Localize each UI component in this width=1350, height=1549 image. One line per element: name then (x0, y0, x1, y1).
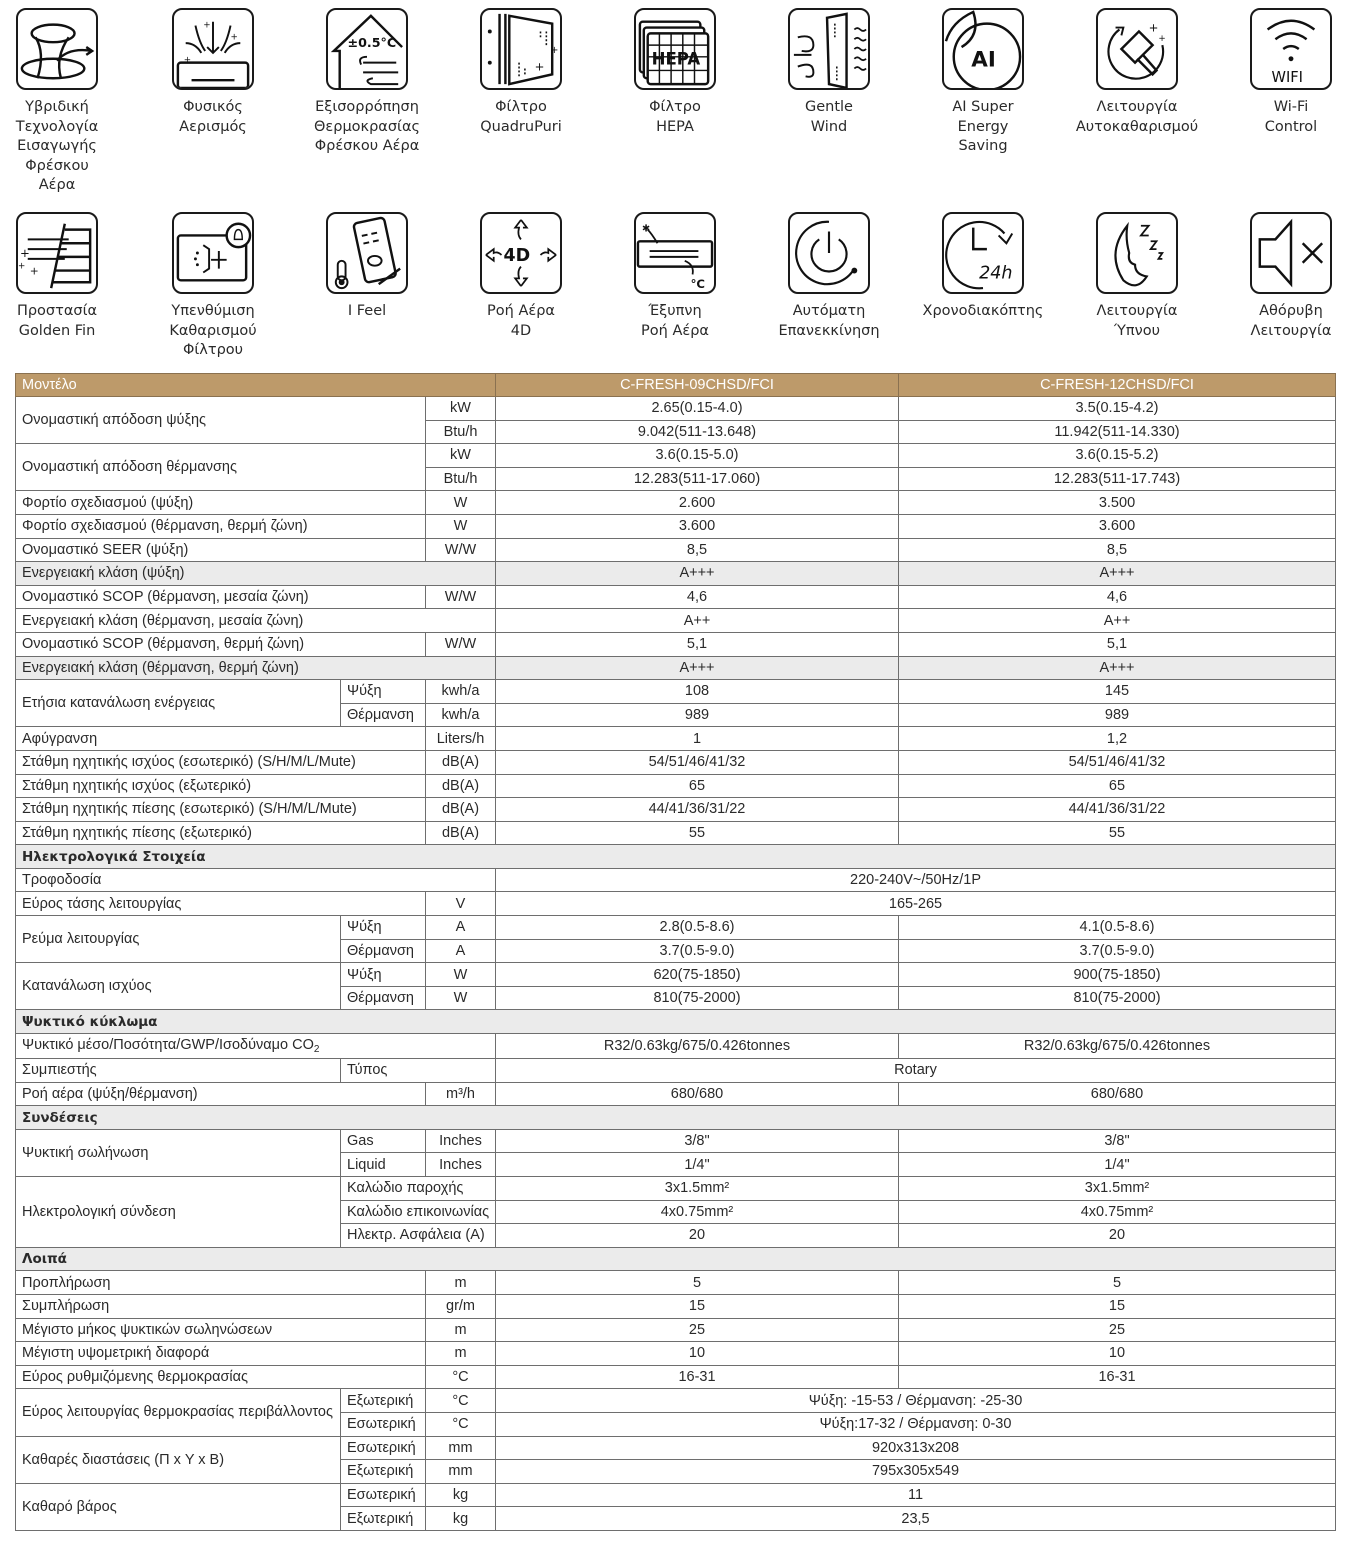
row-unit: Inches (426, 1129, 496, 1153)
value-model-2: 8,5 (899, 538, 1336, 562)
value-model-1: 65 (496, 774, 899, 798)
feature-label: Wi-Fi Control (1264, 99, 1318, 135)
section-title: Ηλεκτρολογικά Στοιχεία (16, 845, 1336, 869)
svg-text:+: + (550, 44, 559, 56)
table-row (16, 868, 1336, 892)
feature-label: AI Super Energy Saving (952, 99, 1014, 154)
row-unit: m³/h (426, 1082, 496, 1106)
feature-smart-airflow (600, 212, 750, 341)
self-clean-icon (1096, 8, 1178, 90)
table-row (16, 1034, 1336, 1059)
row-label: Συμπλήρωση (16, 1294, 426, 1318)
icon-text: 4D (503, 245, 531, 266)
row-unit: m (426, 1271, 496, 1295)
value-model-1: 108 (496, 680, 899, 704)
value-model-1: 3.7(0.5-9.0) (496, 939, 899, 963)
row-label: Στάθμη ηχητικής πίεσης (εξωτερικό) (16, 821, 426, 845)
value-model-2: 900(75-1850) (899, 963, 1336, 987)
row-unit: °C (426, 1365, 496, 1389)
feature-timer (908, 212, 1058, 322)
row-label: Ετήσια κατανάλωση ενέργειας (16, 680, 341, 727)
feature-label: Προστασία Golden Fin (16, 303, 98, 339)
value-model-1: 54/51/46/41/32 (496, 750, 899, 774)
section-header-connections (16, 1106, 1336, 1130)
timer-24h-icon (942, 212, 1024, 294)
value-model-1: 2.600 (496, 491, 899, 515)
gentle-wind-icon (788, 8, 870, 90)
feature-label: Εξισορρόπηση Θερμοκρασίας Φρέσκου Αέρα (313, 99, 421, 154)
table-row (16, 774, 1336, 798)
row-unit: W (426, 963, 496, 987)
value-model-1: 2.8(0.5-8.6) (496, 916, 899, 940)
row-label: Καθαρές διαστάσεις (Π x Υ x Β) (16, 1436, 341, 1483)
row-label: Τροφοδοσία (16, 868, 496, 892)
feature-label: Χρονοδιακόπτης (922, 303, 1044, 319)
row-sub: Τύπος (341, 1059, 496, 1083)
row-sub: Καλώδιο παροχής (341, 1177, 496, 1201)
value-model-1: 5 (496, 1271, 899, 1295)
value-model-2: 15 (899, 1294, 1336, 1318)
table-row (16, 1059, 1336, 1083)
svg-text:+: + (1158, 34, 1166, 45)
value-model-2: A+++ (899, 656, 1336, 680)
svg-text:✱: ✱ (641, 223, 651, 235)
row-unit: kW (426, 444, 496, 468)
auto-restart-power-icon (788, 212, 870, 294)
row-unit: W/W (426, 632, 496, 656)
row-label: Ονομαστική απόδοση ψύξης (16, 397, 426, 444)
table-row (16, 1483, 1336, 1507)
feature-filter-reminder (138, 212, 288, 361)
feature-label: Φίλτρο QuadruPuri (480, 99, 562, 135)
row-sub: Εσωτερική (341, 1483, 426, 1507)
row-unit: W/W (426, 585, 496, 609)
feature-wifi (1216, 8, 1350, 137)
row-label: Στάθμη ηχητικής ισχύος (εσωτερικό) (S/H/M/L/Mute) (16, 750, 426, 774)
value-model-1: A+++ (496, 656, 899, 680)
row-sub: Gas (341, 1129, 426, 1153)
subscript-2: 2 (313, 1044, 320, 1056)
value-model-2: 810(75-2000) (899, 986, 1336, 1010)
section-header-electrical (16, 845, 1336, 869)
value-model-1: 9.042(511-13.648) (496, 420, 899, 444)
value-model-2: 145 (899, 680, 1336, 704)
row-sub: Θέρμανση (341, 939, 426, 963)
feature-hybrid-fresh-air (0, 8, 132, 196)
feature-temperature-balance (292, 8, 442, 157)
value-model-1: 25 (496, 1318, 899, 1342)
icon-text: 24h (979, 263, 1013, 284)
row-label: Προπλήρωση (16, 1271, 426, 1295)
table-row (16, 1365, 1336, 1389)
row-sub: Ηλεκτρ. Ασφάλεια (A) (341, 1224, 496, 1248)
table-row (16, 397, 1336, 421)
value-model-1: 10 (496, 1342, 899, 1366)
svg-text:+: + (230, 32, 238, 43)
table-header-row (16, 374, 1336, 397)
row-unit: dB(A) (426, 821, 496, 845)
icon-text: HEPA (651, 49, 701, 69)
value-model-1: 15 (496, 1294, 899, 1318)
row-unit: W (426, 514, 496, 538)
row-label (16, 1034, 496, 1059)
row-sub: Εσωτερική (341, 1436, 426, 1460)
refrigerant-label: Ψυκτικό μέσο/Ποσότητα/GWP/Ισοδύναμο CO (22, 1037, 314, 1054)
table-row (16, 750, 1336, 774)
value-model-2: A++ (899, 609, 1336, 633)
value-model-1: 5,1 (496, 632, 899, 656)
value-model-2: 4x0.75mm² (899, 1200, 1336, 1224)
row-label: Συμπιεστής (16, 1059, 341, 1083)
value-shared: 23,5 (496, 1507, 1336, 1531)
value-model-2: 3.500 (899, 491, 1336, 515)
value-model-2: 3.600 (899, 514, 1336, 538)
table-row (16, 821, 1336, 845)
value-model-1: 680/680 (496, 1082, 899, 1106)
table-row (16, 1294, 1336, 1318)
value-model-2: 4.1(0.5-8.6) (899, 916, 1336, 940)
row-label: Ψυκτική σωλήνωση (16, 1129, 341, 1176)
section-header-refrigerant (16, 1010, 1336, 1034)
i-feel-remote-icon (326, 212, 408, 294)
value-model-1: 4x0.75mm² (496, 1200, 899, 1224)
svg-text:+: + (203, 20, 211, 31)
feature-hepa-filter (600, 8, 750, 137)
icon-text: °C (690, 277, 706, 292)
row-unit: kwh/a (426, 680, 496, 704)
value-model-1: 3x1.5mm² (496, 1177, 899, 1201)
svg-text:+: + (19, 245, 30, 260)
row-label: Καθαρό βάρος (16, 1483, 341, 1530)
filter-reminder-icon (172, 212, 254, 294)
table-row (16, 798, 1336, 822)
icon-text: AI (971, 47, 996, 73)
header-model-1: C-FRESH-09CHSD/FCI (496, 374, 899, 397)
temperature-balance-icon (326, 8, 408, 90)
value-model-1: 55 (496, 821, 899, 845)
row-unit: dB(A) (426, 774, 496, 798)
feature-label: Ροή Αέρα 4D (487, 303, 555, 339)
table-row (16, 609, 1336, 633)
section-title: Ψυκτικό κύκλωμα (16, 1010, 1336, 1034)
header-model-2: C-FRESH-12CHSD/FCI (899, 374, 1336, 397)
feature-mute (1216, 212, 1350, 341)
feature-gentle-wind (754, 8, 904, 137)
value-model-2: 989 (899, 703, 1336, 727)
row-sub: Εξωτερική (341, 1389, 426, 1413)
value-model-2: 5,1 (899, 632, 1336, 656)
value-model-1: 3.600 (496, 514, 899, 538)
row-unit: kg (426, 1507, 496, 1531)
icon-text: ±0.5°C (347, 35, 397, 51)
row-label: Φορτίο σχεδιασμού (θέρμανση, θερμή ζώνη) (16, 514, 426, 538)
value-model-1: A++ (496, 609, 899, 633)
value-model-2: 20 (899, 1224, 1336, 1248)
value-model-1: 16-31 (496, 1365, 899, 1389)
row-unit: mm (426, 1436, 496, 1460)
table-row (16, 727, 1336, 751)
row-unit: gr/m (426, 1294, 496, 1318)
row-label: Ονομαστικό SCOP (θέρμανση, θερμή ζώνη) (16, 632, 426, 656)
section-header-other (16, 1247, 1336, 1271)
natural-ventilation-icon (172, 8, 254, 90)
value-model-2: 5 (899, 1271, 1336, 1295)
value-model-2: 3.5(0.15-4.2) (899, 397, 1336, 421)
feature-label: Έξυπνη Ροή Αέρα (641, 303, 709, 339)
table-row (16, 1129, 1336, 1153)
row-sub: Εξωτερική (341, 1460, 426, 1484)
feature-golden-fin (0, 212, 132, 341)
table-row (16, 491, 1336, 515)
table-row (16, 562, 1336, 586)
row-unit: A (426, 916, 496, 940)
row-sub: Ψύξη (341, 916, 426, 940)
row-unit: m (426, 1318, 496, 1342)
row-sub: Θέρμανση (341, 986, 426, 1010)
table-row (16, 963, 1336, 987)
feature-label: Αθόρυβη Λειτουργία (1250, 303, 1332, 339)
feature-label: Φίλτρο HEPA (649, 99, 701, 135)
row-label: Στάθμη ηχητικής πίεσης (εσωτερικό) (S/H/M/L/Mute) (16, 798, 426, 822)
value-shared: 220-240V~/50Hz/1P (496, 868, 1336, 892)
row-unit: V (426, 892, 496, 916)
feature-label: Λειτουργία Αυτοκαθαρισμού (1075, 99, 1199, 135)
value-model-1: 810(75-2000) (496, 986, 899, 1010)
feature-i-feel (292, 212, 442, 322)
value-model-2: 11.942(511-14.330) (899, 420, 1336, 444)
value-shared: 795x305x549 (496, 1460, 1336, 1484)
table-row (16, 1318, 1336, 1342)
feature-label: Gentle Wind (805, 99, 853, 135)
table-row (16, 1342, 1336, 1366)
value-model-1: 1/4" (496, 1153, 899, 1177)
row-label: Ονομαστικό SEER (ψύξη) (16, 538, 426, 562)
value-model-1: 620(75-1850) (496, 963, 899, 987)
row-unit: mm (426, 1460, 496, 1484)
value-model-1: 3/8" (496, 1129, 899, 1153)
value-model-2: 25 (899, 1318, 1336, 1342)
row-unit: kwh/a (426, 703, 496, 727)
value-model-2: 680/680 (899, 1082, 1336, 1106)
value-model-1: 1 (496, 727, 899, 751)
row-unit: Btu/h (426, 420, 496, 444)
hepa-filter-icon (634, 8, 716, 90)
feature-auto-restart (754, 212, 904, 341)
row-unit: Inches (426, 1153, 496, 1177)
svg-text:+: + (1148, 20, 1159, 35)
value-model-2: R32/0.63kg/675/0.426tonnes (899, 1034, 1336, 1059)
table-row (16, 1436, 1336, 1460)
row-sub: Ψύξη (341, 680, 426, 704)
table-row (16, 1082, 1336, 1106)
table-row (16, 892, 1336, 916)
value-model-2: 12.283(511-17.743) (899, 467, 1336, 491)
ai-energy-icon (942, 8, 1024, 90)
hybrid-fresh-air-icon (16, 8, 98, 90)
value-model-1: 4,6 (496, 585, 899, 609)
row-sub: Εσωτερική (341, 1412, 426, 1436)
feature-self-clean (1062, 8, 1212, 137)
value-model-1: A+++ (496, 562, 899, 586)
section-title: Λοιπά (16, 1247, 1336, 1271)
value-shared: 165-265 (496, 892, 1336, 916)
table-row (16, 585, 1336, 609)
row-sub: Καλώδιο επικοινωνίας (341, 1200, 496, 1224)
value-shared: Rotary (496, 1059, 1336, 1083)
table-row (16, 1389, 1336, 1413)
value-model-2: 65 (899, 774, 1336, 798)
feature-label: Λειτουργία Ύπνου (1096, 303, 1178, 339)
value-shared: 920x313x208 (496, 1436, 1336, 1460)
sleep-mode-moon-icon (1096, 212, 1178, 294)
value-model-2: 1/4" (899, 1153, 1336, 1177)
row-unit: W (426, 986, 496, 1010)
feature-label: Υπενθύμιση Καθαρισμού Φίλτρου (169, 303, 257, 358)
table-row (16, 916, 1336, 940)
feature-sleep (1062, 212, 1212, 341)
value-model-1: 8,5 (496, 538, 899, 562)
value-model-1: 44/41/36/31/22 (496, 798, 899, 822)
value-model-2: 44/41/36/31/22 (899, 798, 1336, 822)
svg-text:+: + (534, 59, 545, 74)
feature-label: Αυτόματη Επανεκκίνηση (778, 303, 880, 339)
svg-text:+: + (18, 261, 26, 272)
mute-speaker-icon (1250, 212, 1332, 294)
table-row (16, 538, 1336, 562)
row-label: Ονομαστικό SCOP (θέρμανση, μεσαία ζώνη) (16, 585, 426, 609)
value-model-2: 3x1.5mm² (899, 1177, 1336, 1201)
row-sub: Ψύξη (341, 963, 426, 987)
row-label: Εύρος ρυθμιζόμενης θερμοκρασίας (16, 1365, 426, 1389)
row-sub: Θέρμανση (341, 703, 426, 727)
value-model-2: 1,2 (899, 727, 1336, 751)
row-label: Κατανάλωση ισχύος (16, 963, 341, 1010)
row-label: Ηλεκτρολογική σύνδεση (16, 1177, 341, 1248)
value-model-1: 2.65(0.15-4.0) (496, 397, 899, 421)
specifications-table (15, 373, 1336, 1531)
row-label: Ονομαστική απόδοση θέρμανσης (16, 444, 426, 491)
table-row (16, 680, 1336, 704)
value-model-2: 10 (899, 1342, 1336, 1366)
feature-label: Φυσικός Αερισμός (179, 99, 247, 135)
row-label: Στάθμη ηχητικής ισχύος (εξωτερικό) (16, 774, 426, 798)
row-unit: W/W (426, 538, 496, 562)
value-shared: 11 (496, 1483, 1336, 1507)
value-model-1: 12.283(511-17.060) (496, 467, 899, 491)
value-model-2: 3.6(0.15-5.2) (899, 444, 1336, 468)
row-unit: kW (426, 397, 496, 421)
wifi-icon (1250, 8, 1332, 90)
value-model-1: 20 (496, 1224, 899, 1248)
svg-text:+: + (183, 55, 192, 66)
row-label: Ροή αέρα (ψύξη/θέρμανση) (16, 1082, 426, 1106)
quadrupuri-filter-icon (480, 8, 562, 90)
row-label: Μέγιστη υψομετρική διαφορά (16, 1342, 426, 1366)
row-label: Ρεύμα λειτουργίας (16, 916, 341, 963)
value-model-2: A+++ (899, 562, 1336, 586)
feature-airflow-4d (446, 212, 596, 341)
row-label: Μέγιστο μήκος ψυκτικών σωληνώσεων (16, 1318, 426, 1342)
value-model-2: 3/8" (899, 1129, 1336, 1153)
row-label: Ενεργειακή κλάση (θέρμανση, μεσαία ζώνη) (16, 609, 496, 633)
row-label: Φορτίο σχεδιασμού (ψύξη) (16, 491, 426, 515)
row-label: Ενεργειακή κλάση (θέρμανση, θερμή ζώνη) (16, 656, 496, 680)
row-unit: dB(A) (426, 750, 496, 774)
table-row (16, 632, 1336, 656)
value-shared: Ψύξη:17-32 / Θέρμανση: 0-30 (496, 1412, 1336, 1436)
feature-natural-ventilation (138, 8, 288, 137)
row-unit: m (426, 1342, 496, 1366)
feature-label: Υβριδική Τεχνολογία Εισαγωγής Φρέσκου Αέρα (15, 99, 99, 193)
airflow-4d-icon (480, 212, 562, 294)
row-unit: Liters/h (426, 727, 496, 751)
row-unit: W (426, 491, 496, 515)
table-row (16, 1271, 1336, 1295)
value-shared: Ψύξη: -15-53 / Θέρμανση: -25-30 (496, 1389, 1336, 1413)
value-model-1: R32/0.63kg/675/0.426tonnes (496, 1034, 899, 1059)
golden-fin-icon (16, 212, 98, 294)
table-row (16, 1177, 1336, 1201)
value-model-2: 55 (899, 821, 1336, 845)
value-model-2: 16-31 (899, 1365, 1336, 1389)
value-model-1: 989 (496, 703, 899, 727)
row-unit: kg (426, 1483, 496, 1507)
value-model-2: 4,6 (899, 585, 1336, 609)
feature-quadrupuri-filter (446, 8, 596, 137)
value-model-1: 3.6(0.15-5.0) (496, 444, 899, 468)
row-sub: Εξωτερική (341, 1507, 426, 1531)
smart-airflow-icon (634, 212, 716, 294)
svg-text:+: + (29, 264, 39, 278)
row-unit: °C (426, 1412, 496, 1436)
row-label: Ενεργειακή κλάση (ψύξη) (16, 562, 496, 586)
row-sub: Liquid (341, 1153, 426, 1177)
feature-label: I Feel (347, 303, 387, 319)
row-label: Εύρος λειτουργίας θερμοκρασίας περιβάλλοντος (16, 1389, 341, 1436)
header-model-label: Μοντέλο (16, 374, 496, 397)
table-row (16, 444, 1336, 468)
icon-text: WIFI (1271, 69, 1303, 87)
row-unit: dB(A) (426, 798, 496, 822)
feature-ai-energy (908, 8, 1058, 157)
row-label: Εύρος τάσης λειτουργίας (16, 892, 426, 916)
row-unit: A (426, 939, 496, 963)
value-model-2: 54/51/46/41/32 (899, 750, 1336, 774)
table-row (16, 514, 1336, 538)
table-row (16, 656, 1336, 680)
row-unit: °C (426, 1389, 496, 1413)
row-unit: Btu/h (426, 467, 496, 491)
value-model-2: 3.7(0.5-9.0) (899, 939, 1336, 963)
row-label: Αφύγρανση (16, 727, 426, 751)
section-title: Συνδέσεις (16, 1106, 1336, 1130)
